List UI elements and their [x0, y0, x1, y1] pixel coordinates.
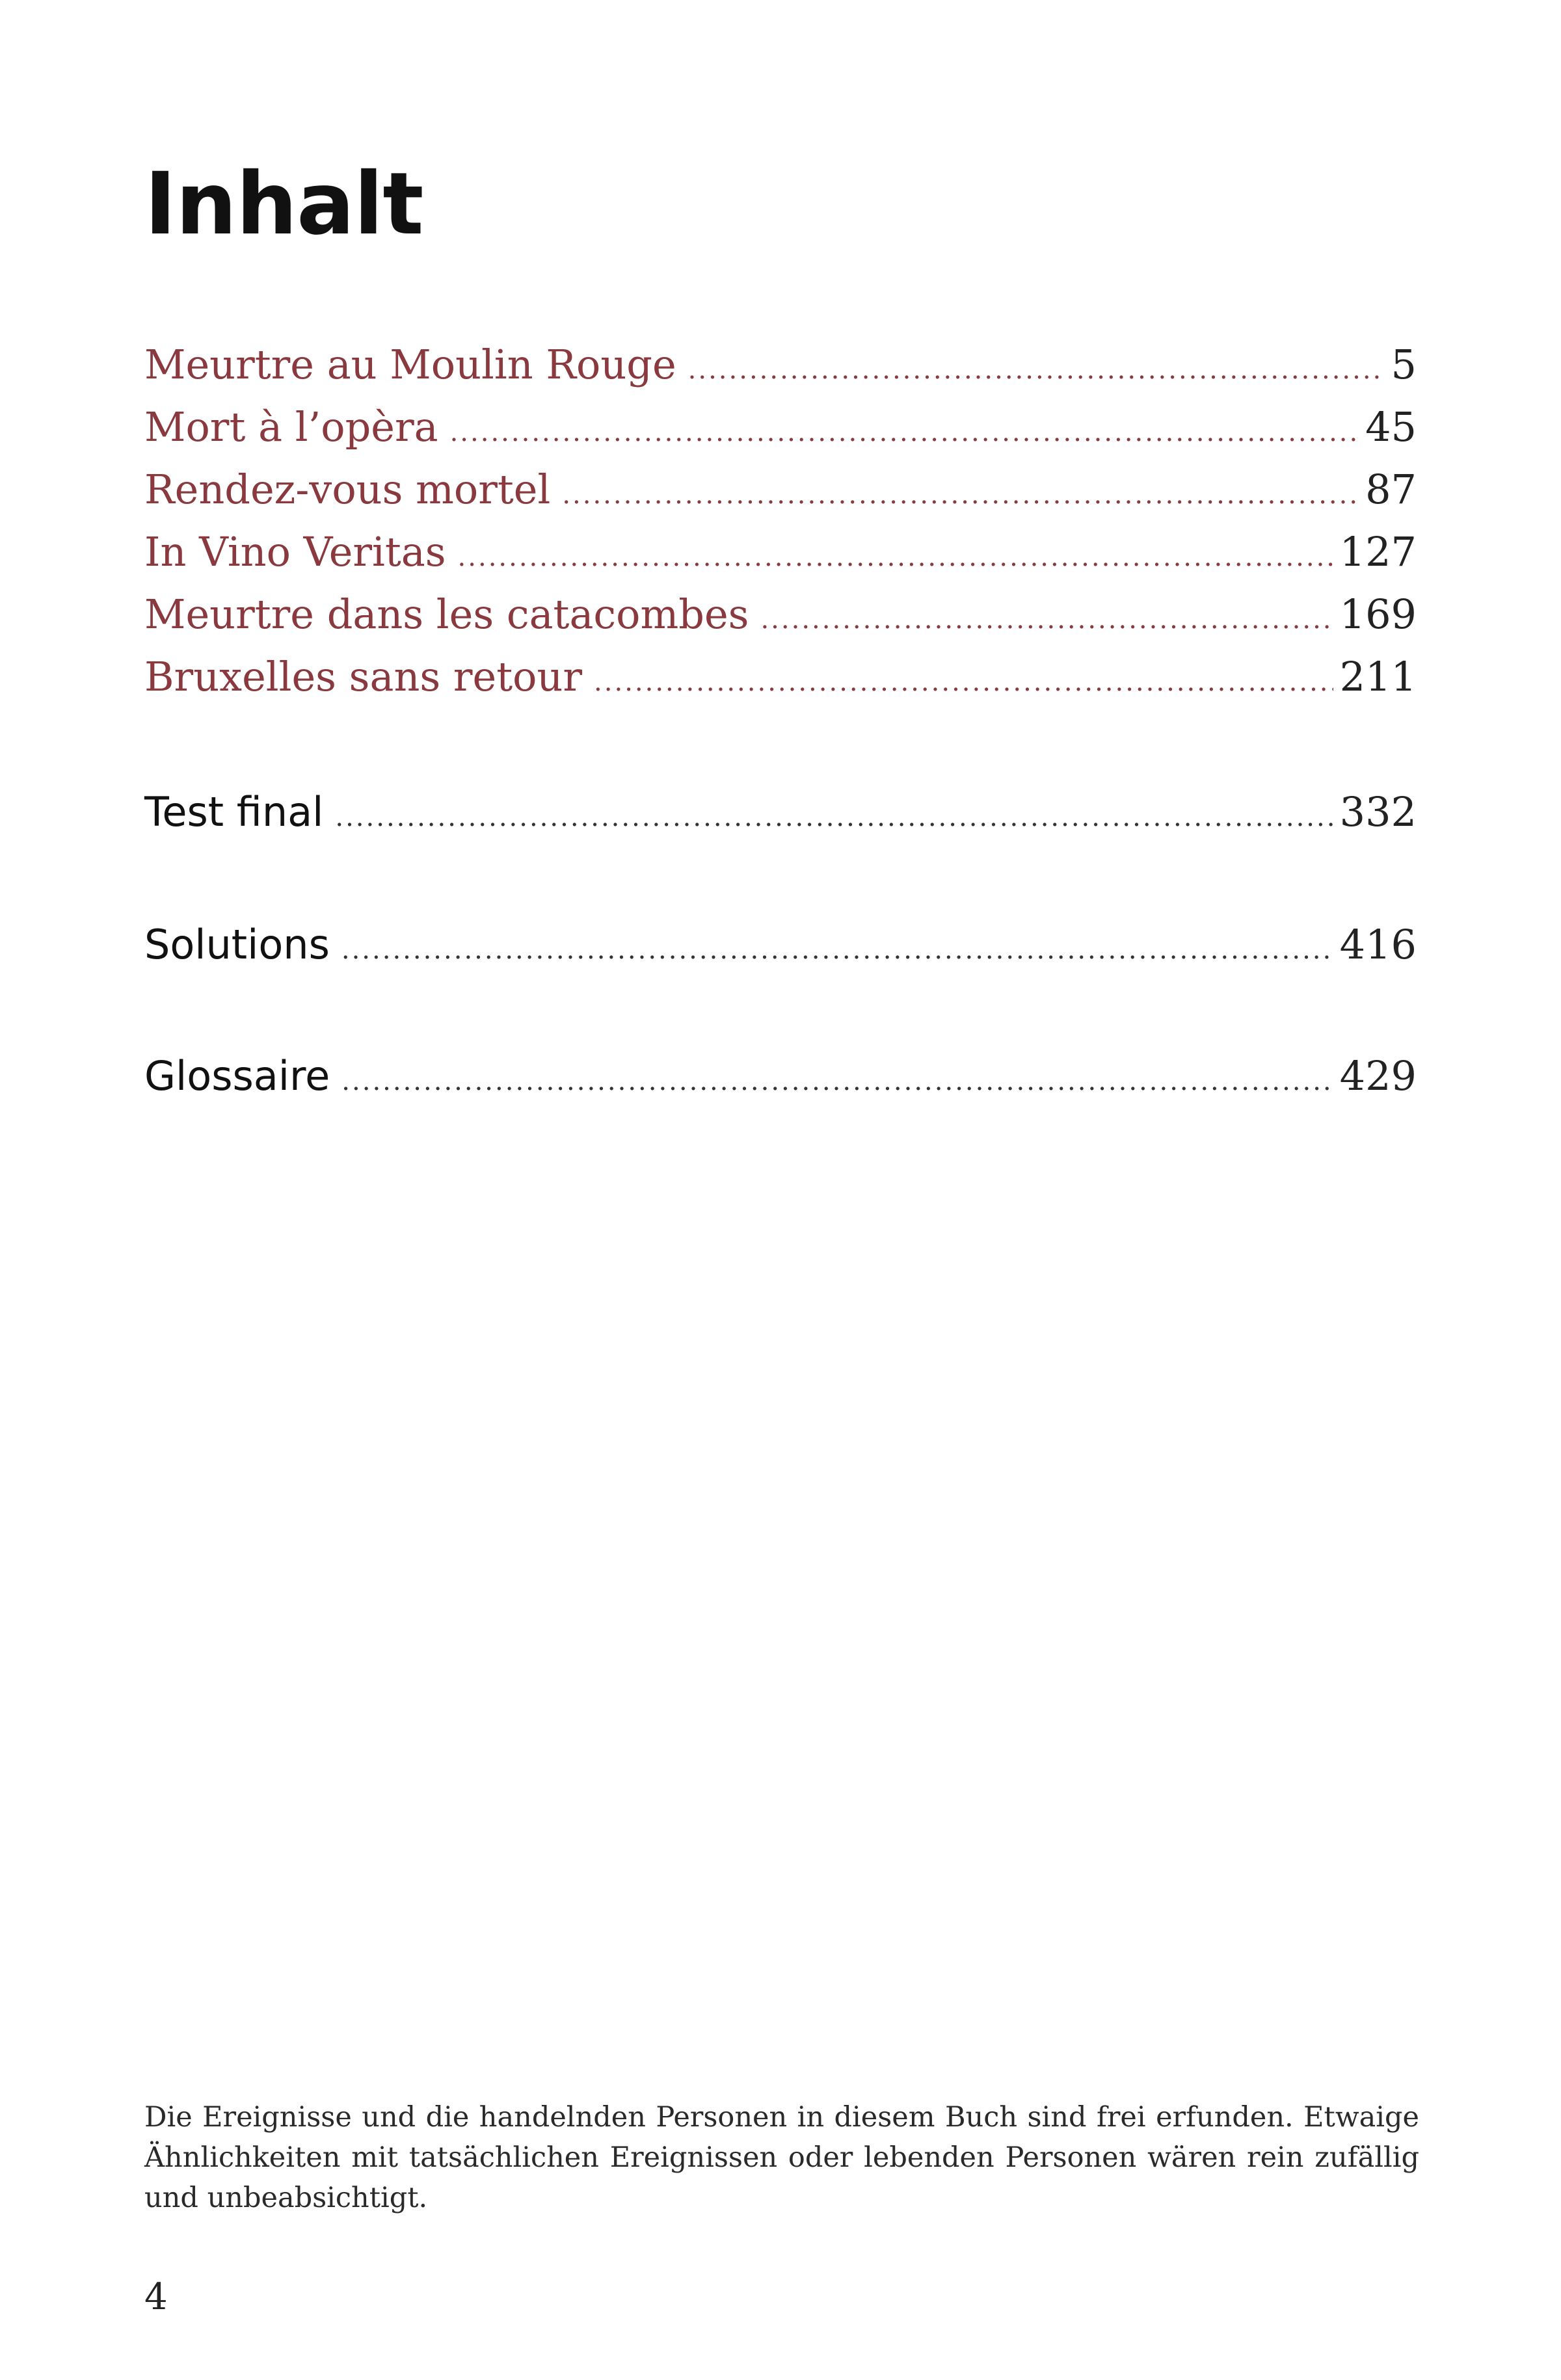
dot-leader	[594, 669, 1333, 695]
dot-leader	[562, 482, 1359, 508]
toc-entry-title: Rendez-vous mortel	[144, 466, 551, 513]
dot-leader	[458, 544, 1333, 570]
toc-entry-page: 5	[1391, 341, 1417, 388]
toc-entry-title: Bruxelles sans retour	[144, 653, 583, 700]
page-title: Inhalt	[144, 154, 423, 254]
dot-leader	[688, 357, 1384, 383]
toc-entry-title: Glossaire	[144, 1052, 330, 1100]
page-number: 4	[144, 2276, 168, 2318]
toc-entry-chapter-5[interactable]	[144, 590, 1417, 638]
toc-entry-title: Solutions	[144, 921, 330, 968]
toc-entry-test-final[interactable]	[144, 788, 1417, 836]
toc-entry-chapter-3[interactable]	[144, 466, 1417, 513]
dot-leader	[760, 607, 1333, 633]
disclaimer-note: Die Ereignisse und die handelnden Personen in diesem Buch sind frei erfunden. Etwaige Ähnlichkeiten mit tatsächlichen Ereignissen oder lebenden Personen wären rein zufällig und unbeabsichtigt.	[144, 2101, 1419, 2214]
toc-entry-title: Mort à l’opèra	[144, 403, 438, 451]
toc-entry-solutions[interactable]	[144, 921, 1417, 968]
toc-entry-chapter-6[interactable]	[144, 653, 1417, 700]
dot-leader	[335, 804, 1333, 830]
toc-entry-page: 211	[1339, 653, 1417, 700]
toc-entry-page: 416	[1339, 921, 1417, 968]
toc-entry-title: Meurtre au Moulin Rouge	[144, 341, 676, 388]
toc-entry-page: 45	[1365, 403, 1417, 451]
toc-entry-page: 169	[1339, 590, 1417, 638]
toc-entry-page: 332	[1339, 788, 1417, 836]
toc-entry-title: In Vino Veritas	[144, 528, 446, 575]
toc-entry-page: 127	[1339, 528, 1417, 575]
toc-entry-chapter-2[interactable]	[144, 403, 1417, 451]
dot-leader	[341, 937, 1333, 963]
toc-entry-title: Test final	[144, 788, 324, 836]
toc-entry-glossaire[interactable]	[144, 1052, 1417, 1100]
toc-entry-page: 429	[1339, 1052, 1417, 1100]
dot-leader	[341, 1068, 1333, 1094]
dot-leader	[450, 419, 1359, 445]
toc-entry-page: 87	[1365, 466, 1417, 513]
toc-entry-chapter-1[interactable]	[144, 341, 1417, 388]
toc-entry-chapter-4[interactable]	[144, 528, 1417, 575]
toc-entry-title: Meurtre dans les catacombes	[144, 590, 749, 638]
